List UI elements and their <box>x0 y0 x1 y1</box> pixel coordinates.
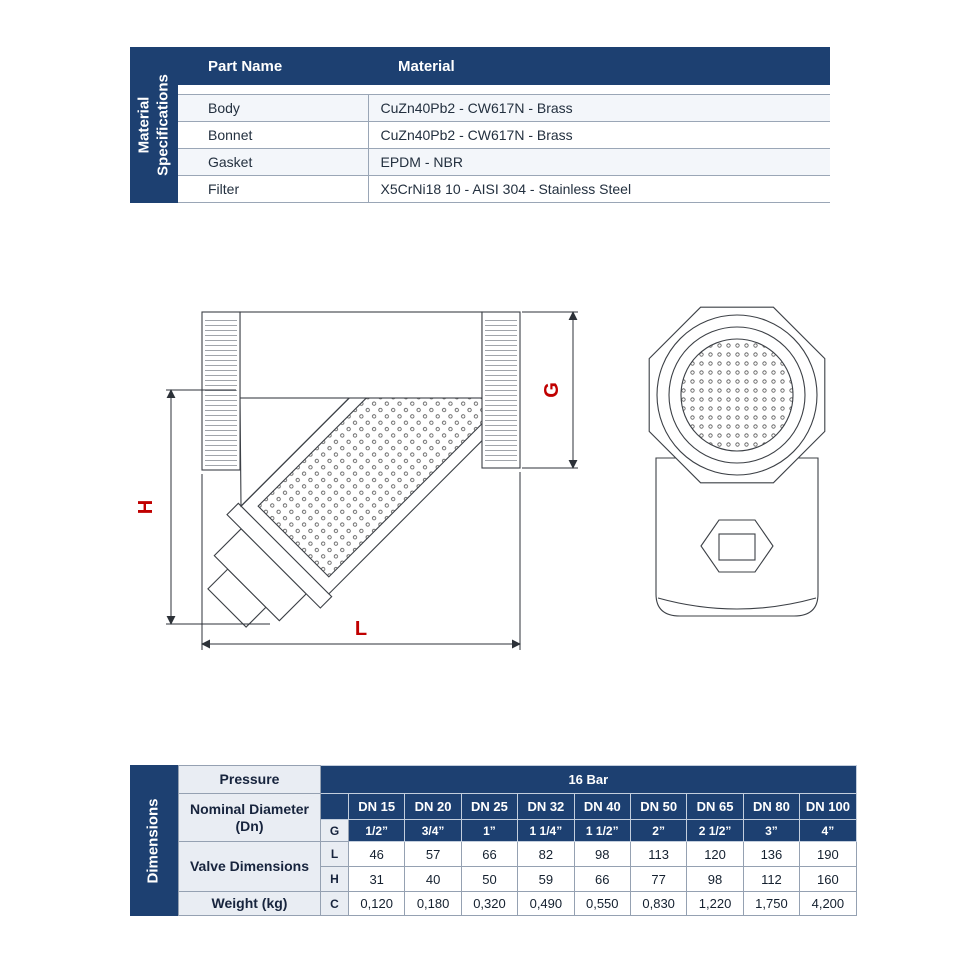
weight-row <box>179 892 857 916</box>
dn-header-cell: DN 15 <box>349 794 405 820</box>
g-size-cell: 1 1/4” <box>518 820 574 842</box>
dimension-g-label: G <box>541 382 563 398</box>
nominal-diameter-label: Nominal Diameter (Dn) <box>179 794 321 842</box>
pressure-value: 16 Bar <box>321 766 857 794</box>
l-value-cell: 57 <box>405 842 461 867</box>
g-size-cell: 3/4” <box>405 820 461 842</box>
l-value-cell: 113 <box>630 842 686 867</box>
nominal-diameter-row <box>179 794 857 820</box>
h-row-key: H <box>321 867 349 892</box>
dimensions-table <box>178 765 857 916</box>
right-port <box>482 312 520 468</box>
h-value-cell: 112 <box>743 867 799 892</box>
weight-value-cell: 0,180 <box>405 892 461 916</box>
dn-header-cell: DN 80 <box>743 794 799 820</box>
material-cell: CuZn40Pb2 - CW617N - Brass <box>368 95 830 122</box>
table-row <box>178 95 830 122</box>
c-row-key: C <box>321 892 349 916</box>
l-value-cell: 66 <box>461 842 517 867</box>
h-value-cell: 31 <box>349 867 405 892</box>
l-value-cell: 136 <box>743 842 799 867</box>
l-value-cell: 120 <box>687 842 743 867</box>
weight-value-cell: 0,120 <box>349 892 405 916</box>
side-label-line2: Specifications <box>154 74 171 176</box>
end-view <box>649 307 825 616</box>
g-size-cell: 3” <box>743 820 799 842</box>
dimensions-section <box>130 765 857 916</box>
side-view <box>180 312 522 655</box>
h-value-cell: 66 <box>574 867 630 892</box>
side-label-line1: Material <box>135 96 153 154</box>
part-name-cell: Gasket <box>178 149 368 176</box>
material-cell: EPDM - NBR <box>368 149 830 176</box>
hex-plug-face <box>719 534 755 560</box>
l-value-cell: 190 <box>800 842 857 867</box>
material-header: Material <box>368 47 830 85</box>
dn-header-cell: DN 100 <box>800 794 857 820</box>
dn-header-cell: DN 20 <box>405 794 461 820</box>
h-value-cell: 40 <box>405 867 461 892</box>
material-cell: X5CrNi18 10 - AISI 304 - Stainless Steel <box>368 176 830 203</box>
l-value-cell: 46 <box>349 842 405 867</box>
weight-value-cell: 4,200 <box>800 892 857 916</box>
g-size-cell: 4” <box>800 820 857 842</box>
body-passage <box>240 312 482 398</box>
g-size-cell: 2 1/2” <box>687 820 743 842</box>
dn-header-cell: DN 65 <box>687 794 743 820</box>
dimension-h-label: H <box>135 499 157 515</box>
h-value-cell: 98 <box>687 867 743 892</box>
material-specifications-sidebar <box>130 47 178 203</box>
part-name-cell: Filter <box>178 176 368 203</box>
dimensions-side-label <box>145 798 164 883</box>
g-size-cell: 1 1/2” <box>574 820 630 842</box>
g-size-cell: 1” <box>461 820 517 842</box>
valve-dimensions-label: Valve Dimensions <box>179 842 321 892</box>
material-specifications-side-label <box>135 74 173 176</box>
pressure-row <box>179 766 857 794</box>
weight-label: Weight (kg) <box>179 892 321 916</box>
g-size-cell: 1/2” <box>349 820 405 842</box>
h-value-cell: 50 <box>461 867 517 892</box>
dn-header-cell: DN 50 <box>630 794 686 820</box>
table-row <box>178 122 830 149</box>
dimension-l-label: L <box>354 618 368 640</box>
l-value-cell: 82 <box>518 842 574 867</box>
dn-header-cell: DN 32 <box>518 794 574 820</box>
weight-value-cell: 0,830 <box>630 892 686 916</box>
header-gap-row <box>178 85 830 95</box>
l-value-cell: 98 <box>574 842 630 867</box>
material-table <box>178 47 830 203</box>
left-port <box>202 312 240 470</box>
part-name-cell: Bonnet <box>178 122 368 149</box>
l-dimension-row <box>179 842 857 867</box>
l-row-key: L <box>321 842 349 867</box>
h-value-cell: 77 <box>630 867 686 892</box>
filter-screen-face <box>681 339 793 451</box>
table-row <box>178 149 830 176</box>
weight-value-cell: 1,220 <box>687 892 743 916</box>
material-table-header-row <box>178 47 830 85</box>
material-cell: CuZn40Pb2 - CW617N - Brass <box>368 122 830 149</box>
dimensions-label: Dimensions <box>144 797 162 884</box>
dimensions-sidebar <box>130 765 178 916</box>
h-value-cell: 59 <box>518 867 574 892</box>
dn-header-cell: DN 40 <box>574 794 630 820</box>
g-row-key: G <box>321 820 349 842</box>
part-name-header: Part Name <box>178 47 368 85</box>
h-value-cell: 160 <box>800 867 857 892</box>
g-size-cell: 2” <box>630 820 686 842</box>
part-name-cell: Body <box>178 95 368 122</box>
table-row <box>178 176 830 203</box>
weight-value-cell: 0,550 <box>574 892 630 916</box>
weight-value-cell: 1,750 <box>743 892 799 916</box>
dn-key-spacer <box>321 794 349 820</box>
dn-header-cell: DN 25 <box>461 794 517 820</box>
weight-value-cell: 0,490 <box>518 892 574 916</box>
weight-value-cell: 0,320 <box>461 892 517 916</box>
technical-drawing <box>130 278 850 698</box>
material-specifications-section <box>130 47 830 203</box>
pressure-label: Pressure <box>179 766 321 794</box>
